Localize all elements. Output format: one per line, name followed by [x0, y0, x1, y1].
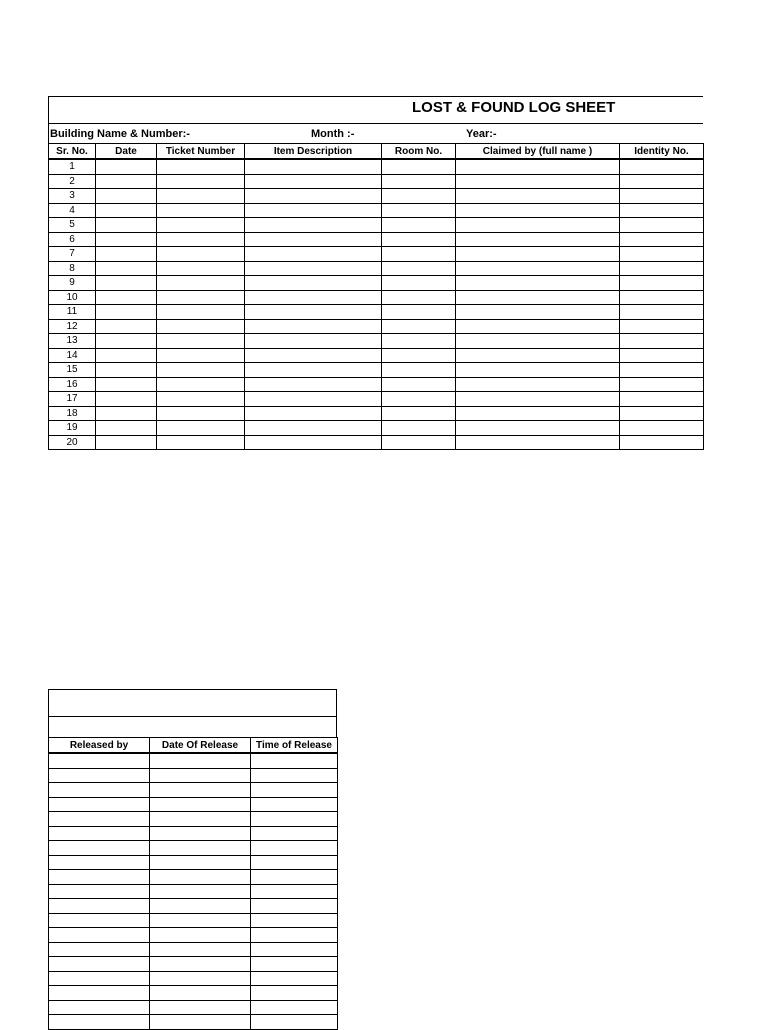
- table-cell[interactable]: [245, 276, 382, 291]
- lost-found-sheet: [48, 96, 703, 450]
- table-cell[interactable]: [245, 334, 382, 349]
- table-cell[interactable]: [157, 261, 245, 276]
- table-cell[interactable]: [150, 826, 251, 841]
- table-cell[interactable]: [96, 421, 157, 436]
- table-row: [49, 159, 704, 174]
- table-cell[interactable]: [49, 942, 150, 957]
- table-row: [49, 218, 704, 233]
- header-date: Date: [96, 144, 157, 160]
- table-cell[interactable]: [157, 377, 245, 392]
- table-cell[interactable]: [456, 159, 620, 174]
- row-number: 11: [49, 305, 96, 320]
- table-cell[interactable]: [96, 305, 157, 320]
- table-cell[interactable]: [245, 247, 382, 262]
- row-number: 17: [49, 392, 96, 407]
- table-cell[interactable]: [96, 276, 157, 291]
- header-sr-no: Sr. No.: [49, 144, 96, 160]
- table-cell[interactable]: [245, 232, 382, 247]
- table-cell[interactable]: [245, 392, 382, 407]
- table-cell[interactable]: [456, 218, 620, 233]
- header-identity-no: Identity No.: [620, 144, 704, 160]
- table-cell[interactable]: [49, 753, 150, 768]
- row-number: 12: [49, 319, 96, 334]
- table-cell[interactable]: [456, 247, 620, 262]
- row-number: 14: [49, 348, 96, 363]
- header-time-of-release: Time of Release: [251, 738, 338, 754]
- table-row: [49, 189, 704, 204]
- table-cell[interactable]: [456, 377, 620, 392]
- table-row: [49, 826, 338, 841]
- title-row: [48, 96, 703, 124]
- table-cell[interactable]: [49, 899, 150, 914]
- table-row: [49, 334, 704, 349]
- table-cell[interactable]: [245, 189, 382, 204]
- table-cell[interactable]: [245, 435, 382, 450]
- table-cell[interactable]: [456, 334, 620, 349]
- table-cell[interactable]: [245, 218, 382, 233]
- release-blank-row: [48, 689, 337, 716]
- table-cell[interactable]: [245, 159, 382, 174]
- table-cell[interactable]: [456, 348, 620, 363]
- table-cell[interactable]: [382, 232, 456, 247]
- table-cell[interactable]: [96, 392, 157, 407]
- table-cell[interactable]: [150, 1000, 251, 1015]
- table-cell[interactable]: [382, 159, 456, 174]
- release-table-header: [49, 738, 338, 754]
- table-cell[interactable]: [150, 957, 251, 972]
- table-cell[interactable]: [157, 435, 245, 450]
- table-cell[interactable]: [150, 884, 251, 899]
- table-cell[interactable]: [620, 319, 704, 334]
- table-cell[interactable]: [150, 1015, 251, 1030]
- table-row: [49, 971, 338, 986]
- table-cell[interactable]: [157, 334, 245, 349]
- table-row: [49, 986, 338, 1001]
- row-number: 10: [49, 290, 96, 305]
- table-cell[interactable]: [150, 768, 251, 783]
- table-row: [49, 247, 704, 262]
- table-cell[interactable]: [157, 218, 245, 233]
- table-row: [49, 392, 704, 407]
- row-number: 19: [49, 421, 96, 436]
- table-cell[interactable]: [96, 290, 157, 305]
- table-cell[interactable]: [620, 305, 704, 320]
- table-cell[interactable]: [620, 392, 704, 407]
- table-cell[interactable]: [49, 783, 150, 798]
- table-cell[interactable]: [456, 421, 620, 436]
- table-cell[interactable]: [49, 826, 150, 841]
- table-cell[interactable]: [245, 406, 382, 421]
- table-cell[interactable]: [96, 203, 157, 218]
- table-cell[interactable]: [157, 421, 245, 436]
- table-cell[interactable]: [157, 276, 245, 291]
- table-cell[interactable]: [251, 841, 338, 856]
- table-row: [49, 290, 704, 305]
- table-row: [49, 421, 704, 436]
- table-cell[interactable]: [245, 421, 382, 436]
- row-number: 20: [49, 435, 96, 450]
- table-cell[interactable]: [620, 159, 704, 174]
- table-cell[interactable]: [456, 305, 620, 320]
- table-cell[interactable]: [382, 377, 456, 392]
- table-cell[interactable]: [96, 334, 157, 349]
- table-cell[interactable]: [96, 159, 157, 174]
- table-cell[interactable]: [251, 971, 338, 986]
- table-cell[interactable]: [150, 870, 251, 885]
- table-cell[interactable]: [157, 406, 245, 421]
- row-number: 9: [49, 276, 96, 291]
- table-cell[interactable]: [157, 319, 245, 334]
- table-cell[interactable]: [96, 232, 157, 247]
- table-row: [49, 841, 338, 856]
- table-cell[interactable]: [150, 942, 251, 957]
- table-cell[interactable]: [96, 261, 157, 276]
- row-number: 15: [49, 363, 96, 378]
- table-cell[interactable]: [251, 812, 338, 827]
- table-cell[interactable]: [157, 203, 245, 218]
- table-row: [49, 913, 338, 928]
- table-cell[interactable]: [382, 319, 456, 334]
- log-table-header: [49, 144, 704, 160]
- table-cell[interactable]: [382, 305, 456, 320]
- table-cell[interactable]: [245, 319, 382, 334]
- building-label: Building Name & Number:-: [50, 128, 190, 140]
- table-row: [49, 768, 338, 783]
- table-cell[interactable]: [49, 1000, 150, 1015]
- header-ticket-number: Ticket Number: [157, 144, 245, 160]
- table-row: [49, 232, 704, 247]
- table-cell[interactable]: [620, 348, 704, 363]
- table-cell[interactable]: [150, 928, 251, 943]
- table-row: [49, 957, 338, 972]
- table-row: [49, 812, 338, 827]
- table-cell[interactable]: [382, 290, 456, 305]
- table-cell[interactable]: [620, 421, 704, 436]
- table-row: [49, 435, 704, 450]
- table-cell[interactable]: [150, 986, 251, 1001]
- table-cell[interactable]: [251, 899, 338, 914]
- table-cell[interactable]: [96, 189, 157, 204]
- table-cell[interactable]: [620, 276, 704, 291]
- row-number: 1: [49, 159, 96, 174]
- table-cell[interactable]: [382, 189, 456, 204]
- table-cell[interactable]: [96, 247, 157, 262]
- table-row: [49, 276, 704, 291]
- meta-row: [48, 124, 703, 143]
- table-cell[interactable]: [620, 189, 704, 204]
- table-cell[interactable]: [382, 334, 456, 349]
- table-cell[interactable]: [49, 812, 150, 827]
- table-row: [49, 363, 704, 378]
- table-cell[interactable]: [49, 870, 150, 885]
- table-cell[interactable]: [49, 855, 150, 870]
- table-cell[interactable]: [456, 406, 620, 421]
- table-cell[interactable]: [157, 189, 245, 204]
- table-cell[interactable]: [157, 305, 245, 320]
- table-cell[interactable]: [251, 768, 338, 783]
- table-cell[interactable]: [620, 406, 704, 421]
- table-cell[interactable]: [620, 203, 704, 218]
- table-row: [49, 899, 338, 914]
- table-row: [49, 783, 338, 798]
- table-cell[interactable]: [49, 957, 150, 972]
- table-cell[interactable]: [49, 928, 150, 943]
- table-cell[interactable]: [245, 261, 382, 276]
- release-table: [48, 737, 338, 1030]
- table-cell[interactable]: [150, 855, 251, 870]
- table-cell[interactable]: [245, 290, 382, 305]
- table-cell[interactable]: [456, 203, 620, 218]
- table-cell[interactable]: [251, 797, 338, 812]
- table-cell[interactable]: [382, 348, 456, 363]
- table-cell[interactable]: [456, 435, 620, 450]
- table-cell[interactable]: [251, 1015, 338, 1030]
- table-cell[interactable]: [49, 971, 150, 986]
- table-cell[interactable]: [456, 276, 620, 291]
- row-number: 6: [49, 232, 96, 247]
- table-cell[interactable]: [620, 377, 704, 392]
- table-cell[interactable]: [49, 1015, 150, 1030]
- table-row: [49, 1015, 338, 1030]
- table-cell[interactable]: [96, 377, 157, 392]
- table-cell[interactable]: [620, 218, 704, 233]
- table-row: [49, 261, 704, 276]
- table-row: [49, 319, 704, 334]
- table-cell[interactable]: [96, 218, 157, 233]
- table-cell[interactable]: [49, 986, 150, 1001]
- table-cell[interactable]: [49, 797, 150, 812]
- table-cell[interactable]: [382, 406, 456, 421]
- table-cell[interactable]: [96, 406, 157, 421]
- table-row: [49, 203, 704, 218]
- table-cell[interactable]: [157, 247, 245, 262]
- table-cell[interactable]: [251, 884, 338, 899]
- table-cell[interactable]: [382, 435, 456, 450]
- table-cell[interactable]: [620, 174, 704, 189]
- table-cell[interactable]: [456, 174, 620, 189]
- table-row: [49, 174, 704, 189]
- table-cell[interactable]: [456, 290, 620, 305]
- row-number: 8: [49, 261, 96, 276]
- header-date-of-release: Date Of Release: [150, 738, 251, 754]
- table-cell[interactable]: [245, 174, 382, 189]
- row-number: 16: [49, 377, 96, 392]
- table-cell[interactable]: [150, 812, 251, 827]
- table-cell[interactable]: [382, 218, 456, 233]
- header-item-description: Item Description: [245, 144, 382, 160]
- log-table-body: [49, 159, 704, 450]
- table-row: [49, 928, 338, 943]
- table-cell[interactable]: [382, 392, 456, 407]
- table-cell[interactable]: [251, 942, 338, 957]
- table-cell[interactable]: [251, 957, 338, 972]
- row-number: 13: [49, 334, 96, 349]
- table-cell[interactable]: [150, 783, 251, 798]
- header-released-by: Released by: [49, 738, 150, 754]
- table-cell[interactable]: [456, 232, 620, 247]
- table-cell[interactable]: [251, 913, 338, 928]
- log-table: [48, 143, 704, 450]
- table-cell[interactable]: [49, 913, 150, 928]
- release-table-body: [49, 753, 338, 1029]
- table-cell[interactable]: [620, 290, 704, 305]
- table-cell[interactable]: [157, 348, 245, 363]
- table-row: [49, 305, 704, 320]
- table-cell[interactable]: [150, 841, 251, 856]
- table-cell[interactable]: [251, 870, 338, 885]
- table-cell[interactable]: [456, 392, 620, 407]
- table-cell[interactable]: [245, 203, 382, 218]
- table-cell[interactable]: [96, 363, 157, 378]
- table-cell[interactable]: [157, 232, 245, 247]
- table-cell[interactable]: [382, 363, 456, 378]
- row-number: 5: [49, 218, 96, 233]
- table-cell[interactable]: [251, 753, 338, 768]
- table-cell[interactable]: [620, 232, 704, 247]
- table-row: [49, 348, 704, 363]
- table-cell[interactable]: [456, 189, 620, 204]
- row-number: 7: [49, 247, 96, 262]
- table-cell[interactable]: [620, 435, 704, 450]
- table-cell[interactable]: [96, 348, 157, 363]
- header-room-no: Room No.: [382, 144, 456, 160]
- row-number: 4: [49, 203, 96, 218]
- table-cell[interactable]: [49, 884, 150, 899]
- table-cell[interactable]: [251, 986, 338, 1001]
- table-cell[interactable]: [150, 797, 251, 812]
- table-cell[interactable]: [456, 261, 620, 276]
- table-cell[interactable]: [382, 261, 456, 276]
- table-cell[interactable]: [49, 841, 150, 856]
- table-cell[interactable]: [456, 363, 620, 378]
- table-row: [49, 753, 338, 768]
- table-row: [49, 884, 338, 899]
- table-row: [49, 1000, 338, 1015]
- row-number: 18: [49, 406, 96, 421]
- year-label: Year:-: [466, 128, 497, 140]
- table-row: [49, 942, 338, 957]
- table-cell[interactable]: [620, 261, 704, 276]
- table-cell[interactable]: [251, 928, 338, 943]
- table-cell[interactable]: [456, 319, 620, 334]
- table-cell[interactable]: [150, 899, 251, 914]
- table-cell[interactable]: [157, 174, 245, 189]
- table-cell[interactable]: [620, 334, 704, 349]
- table-cell[interactable]: [49, 768, 150, 783]
- table-cell[interactable]: [245, 348, 382, 363]
- row-number: 2: [49, 174, 96, 189]
- release-blank-row: [48, 716, 337, 737]
- table-cell[interactable]: [150, 971, 251, 986]
- table-cell[interactable]: [382, 247, 456, 262]
- table-row: [49, 855, 338, 870]
- table-cell[interactable]: [150, 753, 251, 768]
- table-cell[interactable]: [251, 1000, 338, 1015]
- table-cell[interactable]: [245, 363, 382, 378]
- table-cell[interactable]: [157, 392, 245, 407]
- table-cell[interactable]: [251, 826, 338, 841]
- table-cell[interactable]: [245, 305, 382, 320]
- table-cell[interactable]: [157, 159, 245, 174]
- release-sheet: [48, 689, 337, 1030]
- table-row: [49, 377, 704, 392]
- month-label: Month :-: [311, 128, 355, 140]
- table-cell[interactable]: [382, 174, 456, 189]
- table-cell[interactable]: [157, 290, 245, 305]
- table-cell[interactable]: [96, 319, 157, 334]
- table-cell[interactable]: [382, 421, 456, 436]
- table-cell[interactable]: [620, 363, 704, 378]
- table-cell[interactable]: [382, 276, 456, 291]
- table-cell[interactable]: [382, 203, 456, 218]
- table-row: [49, 406, 704, 421]
- table-cell[interactable]: [96, 174, 157, 189]
- table-cell[interactable]: [251, 783, 338, 798]
- table-cell[interactable]: [150, 913, 251, 928]
- row-number: 3: [49, 189, 96, 204]
- table-row: [49, 797, 338, 812]
- table-cell[interactable]: [251, 855, 338, 870]
- table-cell[interactable]: [157, 363, 245, 378]
- sheet-title: LOST & FOUND LOG SHEET: [412, 99, 616, 116]
- table-row: [49, 870, 338, 885]
- table-cell[interactable]: [245, 377, 382, 392]
- header-claimed-by: Claimed by (full name ): [456, 144, 620, 160]
- table-cell[interactable]: [96, 435, 157, 450]
- table-cell[interactable]: [620, 247, 704, 262]
